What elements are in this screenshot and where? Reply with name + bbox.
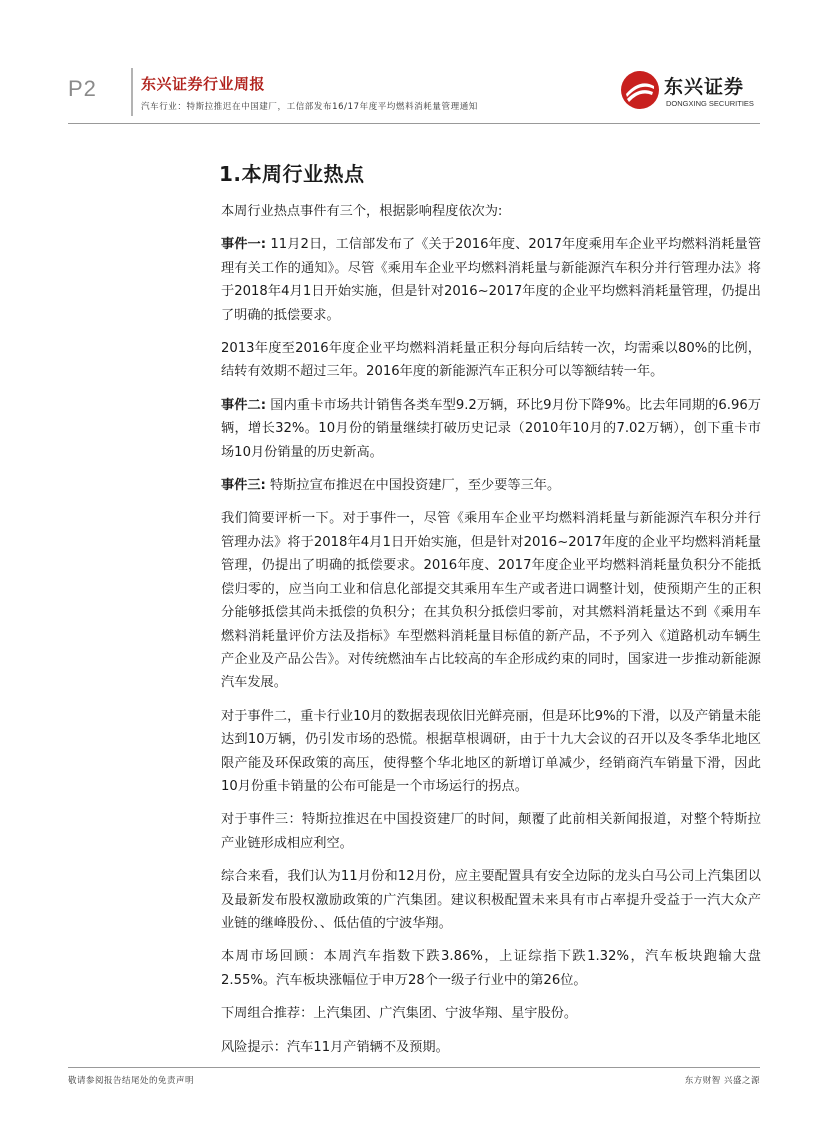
summary-paragraph: 综合来看，我们认为11月份和12月份，应主要配置具有安全边际的龙头白马公司上汽集团以及最新发布股权激励政策的广汽集团。建议积极配置未来具有市占率提升受益于一汽大众产业链的继峰股份、、低估值的宁波华翔。 <box>221 869 761 931</box>
intro-paragraph: 本周行业热点事件有三个，根据影响程度依次为: <box>221 204 503 219</box>
header-divider <box>131 68 133 116</box>
review-event-one: 我们简要评析一下。对于事件一，尽管《乘用车企业平均燃料消耗量与新能源汽车积分并行管理办法》将于2018年4月1日开始实施，但是针对2016~2017年度的企业平均燃料消耗量管理，仍提出了明确的抵偿要求。2016年度、2017年度企业平均燃料消耗量负积分不能抵偿归零的，应当向工业和信息化部提交其乘用车生产或者进口调整计划，使预期产生的正积分能够抵偿其尚未抵偿的负积分；在其负积分抵偿归零前，对其燃料消耗量达不到《乘用车燃料消耗量评价方法及指标》车型燃料消耗量目标值的新产品，不予列入《道路机动车辆生产企业及产品公告》。对传统燃油车占比较高的车企形成约束的同时，国家进一步推动新能源汽车发展。 <box>221 511 761 691</box>
market-review-paragraph: 本周市场回顾：本周汽车指数下跌3.86%，上证综指下跌1.32%，汽车板块跑输大盘2.55%。汽车板块涨幅位于申万28个一级子行业中的第26位。 <box>221 949 761 988</box>
company-logo <box>620 70 770 114</box>
event-two-label: 事件二: <box>221 397 267 413</box>
portfolio-paragraph: 下周组合推荐：上汽集团、广汽集团、宁波华翔、星宇股份。 <box>221 1006 578 1022</box>
logo-chinese-name: 东兴证券 <box>664 76 745 98</box>
disclaimer-note: 敬请参阅报告结尾处的免责声明 <box>68 1076 195 1086</box>
event-three-text: 特斯拉宣布推迟在中国投资建厂，至少要等三年。 <box>265 478 561 494</box>
review-event-three: 对于事件三：特斯拉推迟在中国投资建厂的时间，颠覆了此前相关新闻报道，对整个特斯拉产业链形成相应利空。 <box>221 812 761 851</box>
logo-english-name: DONGXING SECURITIES <box>666 99 754 108</box>
event-two-text: 国内重卡市场共计销售各类车型9.2万辆，环比9月份下降9%。比去年同期的6.96万辆，增长32%。10月份的销量继续打破历史记录（2010年10月的7.02万辆），创下重卡市场10月份销量的历史新高。 <box>221 397 761 460</box>
risk-paragraph: 风险提示：汽车11月产销辆不及预期。 <box>221 1039 449 1055</box>
event-one-paragraph <box>221 233 761 327</box>
carry-over-paragraph: 2013年度至2016年度企业平均燃料消耗量正积分每向后结转一次，均需乘以80%的比例，结转有效期不超过三年。2016年度的新能源汽车正积分可以等额结转一年。 <box>221 341 761 380</box>
event-two-paragraph <box>221 394 761 464</box>
page-number: P2 <box>68 76 97 101</box>
footer-rule <box>68 1067 760 1068</box>
review-event-two: 对于事件二，重卡行业10月的数据表现依旧光鲜亮丽，但是环比9%的下滑，以及产销量未能达到10万辆，仍引发市场的恐慌。根据草根调研，由于十九大会议的召开以及冬季华北地区限产能及环保政策的高压，使得整个华北地区的新增订单减少，经销商汽车销量下滑，因此10月份重卡销量的公布可能是一个市场运行的拐点。 <box>221 708 761 794</box>
company-slogan: 东方财智 兴盛之源 <box>684 1076 760 1086</box>
report-body <box>221 200 761 1069</box>
event-three-label: 事件三: <box>221 478 266 494</box>
event-one-label: 事件一: <box>221 237 267 253</box>
header-rule <box>68 123 760 124</box>
dongxing-logo-icon <box>620 70 660 110</box>
report-title: 东兴证券行业周报 <box>141 75 266 93</box>
report-subtitle: 汽车行业：特斯拉推迟在中国建厂，工信部发布16/17年度平均燃料消耗量管理通知 <box>141 102 478 112</box>
event-one-text: 11月2日，工信部发布了《关于2016年度、2017年度乘用车企业平均燃料消耗量管理有关工作的通知》。尽管《乘用车企业平均燃料消耗量与新能源汽车积分并行管理办法》将于2018年4月1日开始实施，但是针对2016~2017年度的企业平均燃料消耗量管理，仍提出了明确的抵偿要求。 <box>221 237 762 323</box>
section-title: 1.本周行业热点 <box>219 162 365 186</box>
event-three-paragraph <box>221 474 761 497</box>
page-header <box>0 0 827 130</box>
